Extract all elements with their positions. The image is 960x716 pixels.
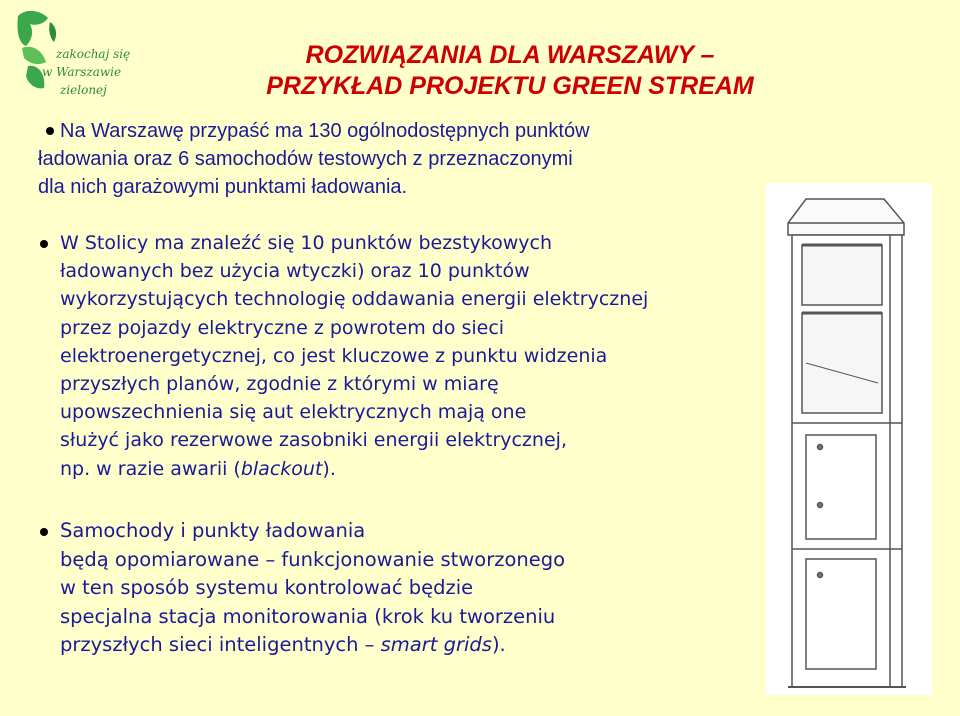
bullet-3-line-5-end: ). (491, 633, 506, 656)
bullet-3-line-5 (60, 631, 565, 660)
bullet-1-line-1: Na Warszawę przypaść ma 130 ogólnodostępnych punktów (60, 120, 590, 142)
bullet-1-line-3: dla nich garażowymi punktami ładowania. (38, 176, 408, 198)
title-line-1: ROZWIĄZANIA DLA WARSZAWY – (305, 41, 715, 69)
charging-station-image (766, 183, 932, 695)
bullet-3-line-5-start: przyszłych sieci inteligentnych – (60, 633, 381, 656)
logo-text-line1: zakochaj się (56, 47, 131, 61)
bullet-2-line-2: ładowanych bez użycia wtyczki) oraz 10 punktów (60, 260, 530, 283)
bullet-3-line-3: w ten sposób systemu kontrolować będzie (60, 576, 474, 599)
bullet-dot (40, 240, 48, 248)
logo-text-line3: zielonej (60, 83, 107, 97)
bullet-3-line-2: będą opomiarowane – funkcjonowanie stworzonego (60, 547, 566, 571)
bullet-2-line-6: przyszłych planów, zgodnie z którymi w miarę (60, 373, 499, 396)
bullet-dot (40, 528, 48, 536)
warsaw-mermaid-logo (8, 4, 131, 109)
bullet-2-line-3: wykorzystujących technologię oddawania energii elektrycznej (60, 288, 649, 311)
warsaw-green-logo (8, 4, 131, 109)
logo-text-line2: w Warszawie (42, 65, 122, 79)
bullet-3 (60, 517, 565, 660)
bullet-1-line-2: ładowania oraz 6 samochodów testowych z przeznaczonymi (38, 148, 573, 170)
bullet-2-line-5: elektroenergetycznej, co jest kluczowe z punktu widzenia (60, 344, 608, 367)
bullet-3-line-4: specjalna stacja monitorowania (krok ku tworzeniu (60, 604, 556, 628)
charging-station-drawing (766, 183, 932, 695)
bullet-2-line-8: służyć jako rezerwowe zasobniki energii elektrycznej, (60, 429, 567, 452)
bullet-3-line-1: Samochody i punkty ładowania (60, 519, 366, 542)
bullet-2-line-7: upowszechnienia się aut elektrycznych mają one (60, 401, 527, 424)
bullet-2-line-4: przez pojazdy elektryczne z powrotem do sieci (60, 316, 505, 339)
bullet-2-line-9-end: ). (322, 457, 336, 480)
bullet-1 (38, 117, 590, 201)
bullet-2-line-1: W Stolicy ma znaleźć się 10 punktów bezstykowych (60, 232, 552, 254)
bullet-2-line-9 (60, 455, 648, 483)
title-line-2: PRZYKŁAD PROJEKTU GREEN STREAM (266, 72, 754, 100)
bullet-2-line-9-italic: blackout (240, 457, 323, 480)
page-title (200, 40, 820, 102)
bullet-2-line-9-start: np. w razie awarii ( (60, 457, 241, 480)
bullet-2 (60, 229, 648, 483)
bullet-dot (46, 127, 54, 135)
bullet-3-line-5-italic: smart grids (380, 633, 492, 656)
